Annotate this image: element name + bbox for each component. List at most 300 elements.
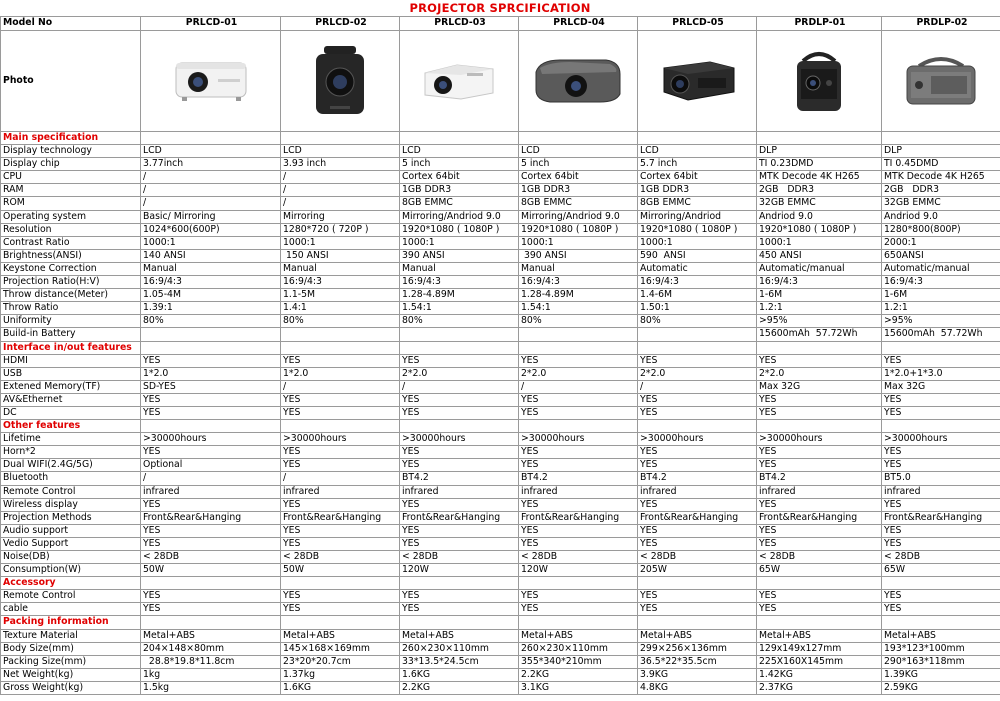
spec-value: YES bbox=[141, 446, 281, 459]
spec-value: YES bbox=[400, 590, 519, 603]
spec-value: 450 ANSI bbox=[757, 249, 882, 262]
spec-value: >95% bbox=[757, 315, 882, 328]
spec-value: 16:9/4:3 bbox=[400, 276, 519, 289]
spec-label: ROM bbox=[1, 197, 141, 210]
spec-value: 1*2.0 bbox=[281, 367, 400, 380]
spec-value: 80% bbox=[400, 315, 519, 328]
spec-value: BT5.0 bbox=[882, 472, 1000, 485]
spec-value: 15600mAh 57.72Wh bbox=[882, 328, 1000, 341]
spec-value: 1.28-4.89M bbox=[400, 289, 519, 302]
spec-value: 23*20*20.7cm bbox=[281, 655, 400, 668]
spec-value: YES bbox=[281, 498, 400, 511]
spec-value: Front&Rear&Hanging bbox=[400, 511, 519, 524]
section-empty-cell bbox=[757, 132, 882, 145]
model-name: PRLCD-05 bbox=[638, 17, 757, 31]
section-empty-cell bbox=[400, 420, 519, 433]
spec-value: YES bbox=[141, 537, 281, 550]
spec-value: 16:9/4:3 bbox=[638, 276, 757, 289]
spec-value: 32GB EMMC bbox=[882, 197, 1000, 210]
spec-value: 2*2.0 bbox=[638, 367, 757, 380]
spec-row-noise-db bbox=[1, 551, 1000, 564]
spec-value: / bbox=[400, 380, 519, 393]
spec-value: YES bbox=[281, 459, 400, 472]
spec-value: YES bbox=[141, 406, 281, 419]
photo-label: Photo bbox=[1, 31, 141, 132]
section-empty-cell bbox=[638, 577, 757, 590]
spec-value: 16:9/4:3 bbox=[519, 276, 638, 289]
spec-value: YES bbox=[638, 537, 757, 550]
spec-value: 1.50:1 bbox=[638, 302, 757, 315]
spec-value: Metal+ABS bbox=[882, 629, 1000, 642]
spec-value: 2GB DDR3 bbox=[882, 184, 1000, 197]
spec-value: YES bbox=[882, 498, 1000, 511]
spec-label: AV&Ethernet bbox=[1, 393, 141, 406]
spec-value: 16:9/4:3 bbox=[281, 276, 400, 289]
spec-value: 1*2.0+1*3.0 bbox=[882, 367, 1000, 380]
spec-value: YES bbox=[400, 393, 519, 406]
spec-label: Horn*2 bbox=[1, 446, 141, 459]
spec-value: 36.5*22*35.5cm bbox=[638, 655, 757, 668]
spec-label: Operating system bbox=[1, 210, 141, 223]
spec-value: YES bbox=[638, 590, 757, 603]
spec-value: 1.05-4M bbox=[141, 289, 281, 302]
spec-table bbox=[0, 16, 1000, 695]
spec-row-ram bbox=[1, 184, 1000, 197]
spec-value: 150 ANSI bbox=[281, 249, 400, 262]
spec-label: USB bbox=[1, 367, 141, 380]
spec-row-cable bbox=[1, 603, 1000, 616]
spec-value: / bbox=[141, 184, 281, 197]
spec-label: Display chip bbox=[1, 158, 141, 171]
spec-value: YES bbox=[757, 524, 882, 537]
spec-value: YES bbox=[638, 498, 757, 511]
spec-value: 2000:1 bbox=[882, 236, 1000, 249]
section-empty-cell bbox=[141, 577, 281, 590]
spec-value: infrared bbox=[281, 485, 400, 498]
spec-value bbox=[141, 328, 281, 341]
spec-value: Front&Rear&Hanging bbox=[882, 511, 1000, 524]
spec-value: 193*123*100mm bbox=[882, 642, 1000, 655]
product-photo-prdlp-01 bbox=[757, 31, 882, 132]
spec-value bbox=[638, 328, 757, 341]
spec-value: YES bbox=[882, 354, 1000, 367]
spec-value: >30000hours bbox=[141, 433, 281, 446]
spec-value: 1024*600(600P) bbox=[141, 223, 281, 236]
spec-row-extened-memory-tf bbox=[1, 380, 1000, 393]
spec-value: infrared bbox=[400, 485, 519, 498]
spec-value: >30000hours bbox=[638, 433, 757, 446]
spec-value: 1.28-4.89M bbox=[519, 289, 638, 302]
spec-value: DLP bbox=[757, 145, 882, 158]
section-heading: Accessory bbox=[1, 577, 141, 590]
spec-row-throw-ratio bbox=[1, 302, 1000, 315]
spec-label: Net Weight(kg) bbox=[1, 668, 141, 681]
spec-value: MTK Decode 4K H265 bbox=[882, 171, 1000, 184]
spec-label: CPU bbox=[1, 171, 141, 184]
spec-value: 1.1-5M bbox=[281, 289, 400, 302]
spec-value: BT4.2 bbox=[638, 472, 757, 485]
spec-value: YES bbox=[400, 524, 519, 537]
spec-label: Consumption(W) bbox=[1, 564, 141, 577]
spec-value: YES bbox=[757, 393, 882, 406]
spec-value: < 28DB bbox=[281, 551, 400, 564]
section-heading: Interface in/out features bbox=[1, 341, 141, 354]
product-photo-prlcd-04 bbox=[519, 31, 638, 132]
spec-label: Build-in Battery bbox=[1, 328, 141, 341]
spec-label: Display technology bbox=[1, 145, 141, 158]
spec-value: Cortex 64bit bbox=[638, 171, 757, 184]
spec-row-operating-system bbox=[1, 210, 1000, 223]
spec-value: YES bbox=[757, 498, 882, 511]
section-empty-cell bbox=[519, 616, 638, 629]
spec-value: 1GB DDR3 bbox=[519, 184, 638, 197]
spec-label: RAM bbox=[1, 184, 141, 197]
spec-value: BT4.2 bbox=[757, 472, 882, 485]
spec-value bbox=[400, 328, 519, 341]
spec-value: YES bbox=[281, 590, 400, 603]
spec-value: 1000:1 bbox=[281, 236, 400, 249]
spec-value: 1.2:1 bbox=[882, 302, 1000, 315]
spec-value: 120W bbox=[519, 564, 638, 577]
spec-value: Basic/ Mirroring bbox=[141, 210, 281, 223]
section-empty-cell bbox=[519, 132, 638, 145]
spec-value: 5.7 inch bbox=[638, 158, 757, 171]
spec-value: YES bbox=[281, 537, 400, 550]
spec-value: 2*2.0 bbox=[757, 367, 882, 380]
section-empty-cell bbox=[141, 341, 281, 354]
spec-value: SD-YES bbox=[141, 380, 281, 393]
spec-value: < 28DB bbox=[638, 551, 757, 564]
spec-value: 2*2.0 bbox=[400, 367, 519, 380]
spec-value: YES bbox=[519, 603, 638, 616]
spec-value: 1920*1080 ( 1080P ) bbox=[519, 223, 638, 236]
spec-value: Metal+ABS bbox=[141, 629, 281, 642]
spec-value: 1.42KG bbox=[757, 668, 882, 681]
product-photo-prlcd-03 bbox=[400, 31, 519, 132]
section-heading: Packing information bbox=[1, 616, 141, 629]
spec-value: Mirroring/Andriod 9.0 bbox=[400, 210, 519, 223]
spec-value: 1.5kg bbox=[141, 681, 281, 694]
model-name: PRLCD-03 bbox=[400, 17, 519, 31]
spec-value: LCD bbox=[400, 145, 519, 158]
spec-value: 33*13.5*24.5cm bbox=[400, 655, 519, 668]
spec-row-throw-distance-meter bbox=[1, 289, 1000, 302]
spec-row-horn-2 bbox=[1, 446, 1000, 459]
spec-value: YES bbox=[519, 590, 638, 603]
spec-label: Extened Memory(TF) bbox=[1, 380, 141, 393]
spec-value: YES bbox=[281, 393, 400, 406]
spec-value: 2.37KG bbox=[757, 681, 882, 694]
spec-value: YES bbox=[519, 537, 638, 550]
spec-value: 1.4:1 bbox=[281, 302, 400, 315]
spec-value: 1.39:1 bbox=[141, 302, 281, 315]
section-empty-cell bbox=[141, 616, 281, 629]
spec-value: YES bbox=[757, 354, 882, 367]
spec-row-consumption-w bbox=[1, 564, 1000, 577]
spec-value: Metal+ABS bbox=[400, 629, 519, 642]
spec-value: 145×168×169mm bbox=[281, 642, 400, 655]
spec-value: / bbox=[141, 472, 281, 485]
section-empty-cell bbox=[757, 341, 882, 354]
spec-value: >30000hours bbox=[281, 433, 400, 446]
spec-value: Front&Rear&Hanging bbox=[141, 511, 281, 524]
spec-value: 2.59KG bbox=[882, 681, 1000, 694]
spec-value: YES bbox=[400, 537, 519, 550]
spec-value: >30000hours bbox=[882, 433, 1000, 446]
spec-row-net-weight-kg bbox=[1, 668, 1000, 681]
spec-value: 8GB EMMC bbox=[519, 197, 638, 210]
section-empty-cell bbox=[757, 420, 882, 433]
spec-value: 225X160X145mm bbox=[757, 655, 882, 668]
spec-value: 1.39KG bbox=[882, 668, 1000, 681]
spec-label: Resolution bbox=[1, 223, 141, 236]
spec-value: 1000:1 bbox=[757, 236, 882, 249]
spec-value: 650ANSI bbox=[882, 249, 1000, 262]
spec-value: YES bbox=[141, 524, 281, 537]
spec-value: 8GB EMMC bbox=[400, 197, 519, 210]
spec-value bbox=[519, 328, 638, 341]
spec-value: 3.9KG bbox=[638, 668, 757, 681]
spec-value: Max 32G bbox=[882, 380, 1000, 393]
section-row-packing-information bbox=[1, 616, 1000, 629]
spec-value: / bbox=[519, 380, 638, 393]
spec-value: YES bbox=[281, 354, 400, 367]
spec-value: 2GB DDR3 bbox=[757, 184, 882, 197]
spec-label: Keystone Correction bbox=[1, 262, 141, 275]
spec-label: Vedio Support bbox=[1, 537, 141, 550]
spec-value: YES bbox=[519, 524, 638, 537]
section-empty-cell bbox=[519, 420, 638, 433]
spec-value: 1-6M bbox=[757, 289, 882, 302]
spec-value: 205W bbox=[638, 564, 757, 577]
spec-value: 1.4-6M bbox=[638, 289, 757, 302]
spec-label: Uniformity bbox=[1, 315, 141, 328]
spec-value: / bbox=[638, 380, 757, 393]
spec-value: LCD bbox=[281, 145, 400, 158]
spec-row-uniformity bbox=[1, 315, 1000, 328]
spec-value: 3.93 inch bbox=[281, 158, 400, 171]
spec-value: 2.2KG bbox=[519, 668, 638, 681]
spec-value: YES bbox=[141, 393, 281, 406]
spec-value: YES bbox=[519, 459, 638, 472]
spec-value: Manual bbox=[141, 262, 281, 275]
spec-value: 290*163*118mm bbox=[882, 655, 1000, 668]
spec-value: YES bbox=[400, 446, 519, 459]
spec-value: Optional bbox=[141, 459, 281, 472]
product-photo-prdlp-02 bbox=[882, 31, 1000, 132]
product-photo-prlcd-05 bbox=[638, 31, 757, 132]
section-empty-cell bbox=[281, 341, 400, 354]
spec-label: Brightness(ANSI) bbox=[1, 249, 141, 262]
spec-value: >95% bbox=[882, 315, 1000, 328]
spec-value: < 28DB bbox=[141, 551, 281, 564]
spec-value: < 28DB bbox=[400, 551, 519, 564]
spec-value: / bbox=[281, 380, 400, 393]
section-empty-cell bbox=[882, 420, 1000, 433]
spec-value: TI 0.23DMD bbox=[757, 158, 882, 171]
spec-row-lifetime bbox=[1, 433, 1000, 446]
spec-value: YES bbox=[638, 446, 757, 459]
spec-row-brightness-ansi bbox=[1, 249, 1000, 262]
section-heading: Other features bbox=[1, 420, 141, 433]
spec-value: < 28DB bbox=[757, 551, 882, 564]
spec-value: YES bbox=[757, 603, 882, 616]
spec-value: 5 inch bbox=[519, 158, 638, 171]
spec-value: 1920*1080 ( 1080P ) bbox=[400, 223, 519, 236]
spec-row-resolution bbox=[1, 223, 1000, 236]
spec-row-cpu bbox=[1, 171, 1000, 184]
spec-value: < 28DB bbox=[882, 551, 1000, 564]
spec-value: YES bbox=[281, 524, 400, 537]
spec-value: Automatic bbox=[638, 262, 757, 275]
section-row-other-features bbox=[1, 420, 1000, 433]
spec-value: 1280*800(800P) bbox=[882, 223, 1000, 236]
spec-value: / bbox=[281, 472, 400, 485]
model-name: PRDLP-01 bbox=[757, 17, 882, 31]
spec-row-packing-size-mm bbox=[1, 655, 1000, 668]
spec-value: YES bbox=[757, 406, 882, 419]
spec-value: / bbox=[281, 171, 400, 184]
spec-value: 1.6KG bbox=[281, 681, 400, 694]
spec-value: YES bbox=[519, 354, 638, 367]
spec-value: 50W bbox=[281, 564, 400, 577]
spec-value: 1000:1 bbox=[638, 236, 757, 249]
spec-value: YES bbox=[757, 446, 882, 459]
section-empty-cell bbox=[400, 616, 519, 629]
spec-value: YES bbox=[638, 459, 757, 472]
spec-value: YES bbox=[882, 537, 1000, 550]
spec-value: MTK Decode 4K H265 bbox=[757, 171, 882, 184]
spec-row-display-chip bbox=[1, 158, 1000, 171]
section-empty-cell bbox=[882, 616, 1000, 629]
spec-label: DC bbox=[1, 406, 141, 419]
section-empty-cell bbox=[400, 577, 519, 590]
spec-label: HDMI bbox=[1, 354, 141, 367]
spec-row-vedio-support bbox=[1, 537, 1000, 550]
spec-value: 1kg bbox=[141, 668, 281, 681]
spec-value: < 28DB bbox=[519, 551, 638, 564]
spec-value: TI 0.45DMD bbox=[882, 158, 1000, 171]
spec-value: YES bbox=[519, 393, 638, 406]
spec-value: Andriod 9.0 bbox=[757, 210, 882, 223]
section-row-interface-in-out-features bbox=[1, 341, 1000, 354]
spec-value: YES bbox=[757, 459, 882, 472]
section-empty-cell bbox=[757, 616, 882, 629]
spec-row-hdmi bbox=[1, 354, 1000, 367]
spec-value: 16:9/4:3 bbox=[757, 276, 882, 289]
spec-value: Manual bbox=[281, 262, 400, 275]
spec-value: YES bbox=[281, 406, 400, 419]
spec-value: 32GB EMMC bbox=[757, 197, 882, 210]
spec-value: >30000hours bbox=[519, 433, 638, 446]
spec-value: Max 32G bbox=[757, 380, 882, 393]
spec-value: 355*340*210mm bbox=[519, 655, 638, 668]
spec-value: YES bbox=[400, 459, 519, 472]
spec-value: YES bbox=[400, 406, 519, 419]
product-photo-prlcd-02 bbox=[281, 31, 400, 132]
spec-value: YES bbox=[757, 590, 882, 603]
spec-value: DLP bbox=[882, 145, 1000, 158]
spec-value: 1*2.0 bbox=[141, 367, 281, 380]
spec-value: 1GB DDR3 bbox=[400, 184, 519, 197]
spec-value: YES bbox=[141, 354, 281, 367]
spec-value: Front&Rear&Hanging bbox=[757, 511, 882, 524]
spec-value: 260×230×110mm bbox=[519, 642, 638, 655]
spec-value: 390 ANSI bbox=[400, 249, 519, 262]
spec-value: 1.37kg bbox=[281, 668, 400, 681]
spec-value: 260×230×110mm bbox=[400, 642, 519, 655]
spec-value: YES bbox=[757, 537, 882, 550]
spec-value: 28.8*19.8*11.8cm bbox=[141, 655, 281, 668]
spec-value bbox=[281, 328, 400, 341]
section-empty-cell bbox=[400, 341, 519, 354]
spec-value: Metal+ABS bbox=[281, 629, 400, 642]
spec-value: 1.2:1 bbox=[757, 302, 882, 315]
spec-value: 1920*1080 ( 1080P ) bbox=[757, 223, 882, 236]
spec-value: YES bbox=[400, 354, 519, 367]
spec-value: 1GB DDR3 bbox=[638, 184, 757, 197]
spec-label: Contrast Ratio bbox=[1, 236, 141, 249]
spec-value: YES bbox=[519, 446, 638, 459]
spec-value: YES bbox=[638, 393, 757, 406]
section-empty-cell bbox=[519, 341, 638, 354]
spec-value: 16:9/4:3 bbox=[882, 276, 1000, 289]
spec-value: >30000hours bbox=[400, 433, 519, 446]
spec-value: YES bbox=[141, 590, 281, 603]
spec-value: 15600mAh 57.72Wh bbox=[757, 328, 882, 341]
spec-value: LCD bbox=[638, 145, 757, 158]
spec-value: 80% bbox=[281, 315, 400, 328]
spec-label: Packing Size(mm) bbox=[1, 655, 141, 668]
spec-value: 2.2KG bbox=[400, 681, 519, 694]
section-empty-cell bbox=[281, 616, 400, 629]
photo-row bbox=[1, 31, 1000, 132]
model-name: PRLCD-04 bbox=[519, 17, 638, 31]
section-empty-cell bbox=[638, 341, 757, 354]
model-name: PRDLP-02 bbox=[882, 17, 1000, 31]
section-empty-cell bbox=[638, 132, 757, 145]
spec-value: 204×148×80mm bbox=[141, 642, 281, 655]
spec-value: 390 ANSI bbox=[519, 249, 638, 262]
spec-value: YES bbox=[400, 603, 519, 616]
spec-label: Body Size(mm) bbox=[1, 642, 141, 655]
spec-value: 299×256×136mm bbox=[638, 642, 757, 655]
spec-value: YES bbox=[638, 406, 757, 419]
spec-row-remote-control bbox=[1, 590, 1000, 603]
spec-value: infrared bbox=[638, 485, 757, 498]
spec-row-keystone-correction bbox=[1, 262, 1000, 275]
spec-value: >30000hours bbox=[757, 433, 882, 446]
spec-value: 4.8KG bbox=[638, 681, 757, 694]
spec-value: 590 ANSI bbox=[638, 249, 757, 262]
spec-label: Throw distance(Meter) bbox=[1, 289, 141, 302]
spec-value: YES bbox=[519, 406, 638, 419]
spec-row-texture-material bbox=[1, 629, 1000, 642]
spec-row-gross-weight-kg bbox=[1, 681, 1000, 694]
spec-value: Mirroring bbox=[281, 210, 400, 223]
spec-value: YES bbox=[638, 603, 757, 616]
spec-value: LCD bbox=[519, 145, 638, 158]
spec-label: cable bbox=[1, 603, 141, 616]
section-row-main-specification bbox=[1, 132, 1000, 145]
section-row-accessory bbox=[1, 577, 1000, 590]
spec-value: Manual bbox=[400, 262, 519, 275]
spec-row-display-technology bbox=[1, 145, 1000, 158]
spec-value: Front&Rear&Hanging bbox=[638, 511, 757, 524]
section-heading: Main specification bbox=[1, 132, 141, 145]
spec-value: infrared bbox=[141, 485, 281, 498]
spec-value: Mirroring/Andriod bbox=[638, 210, 757, 223]
